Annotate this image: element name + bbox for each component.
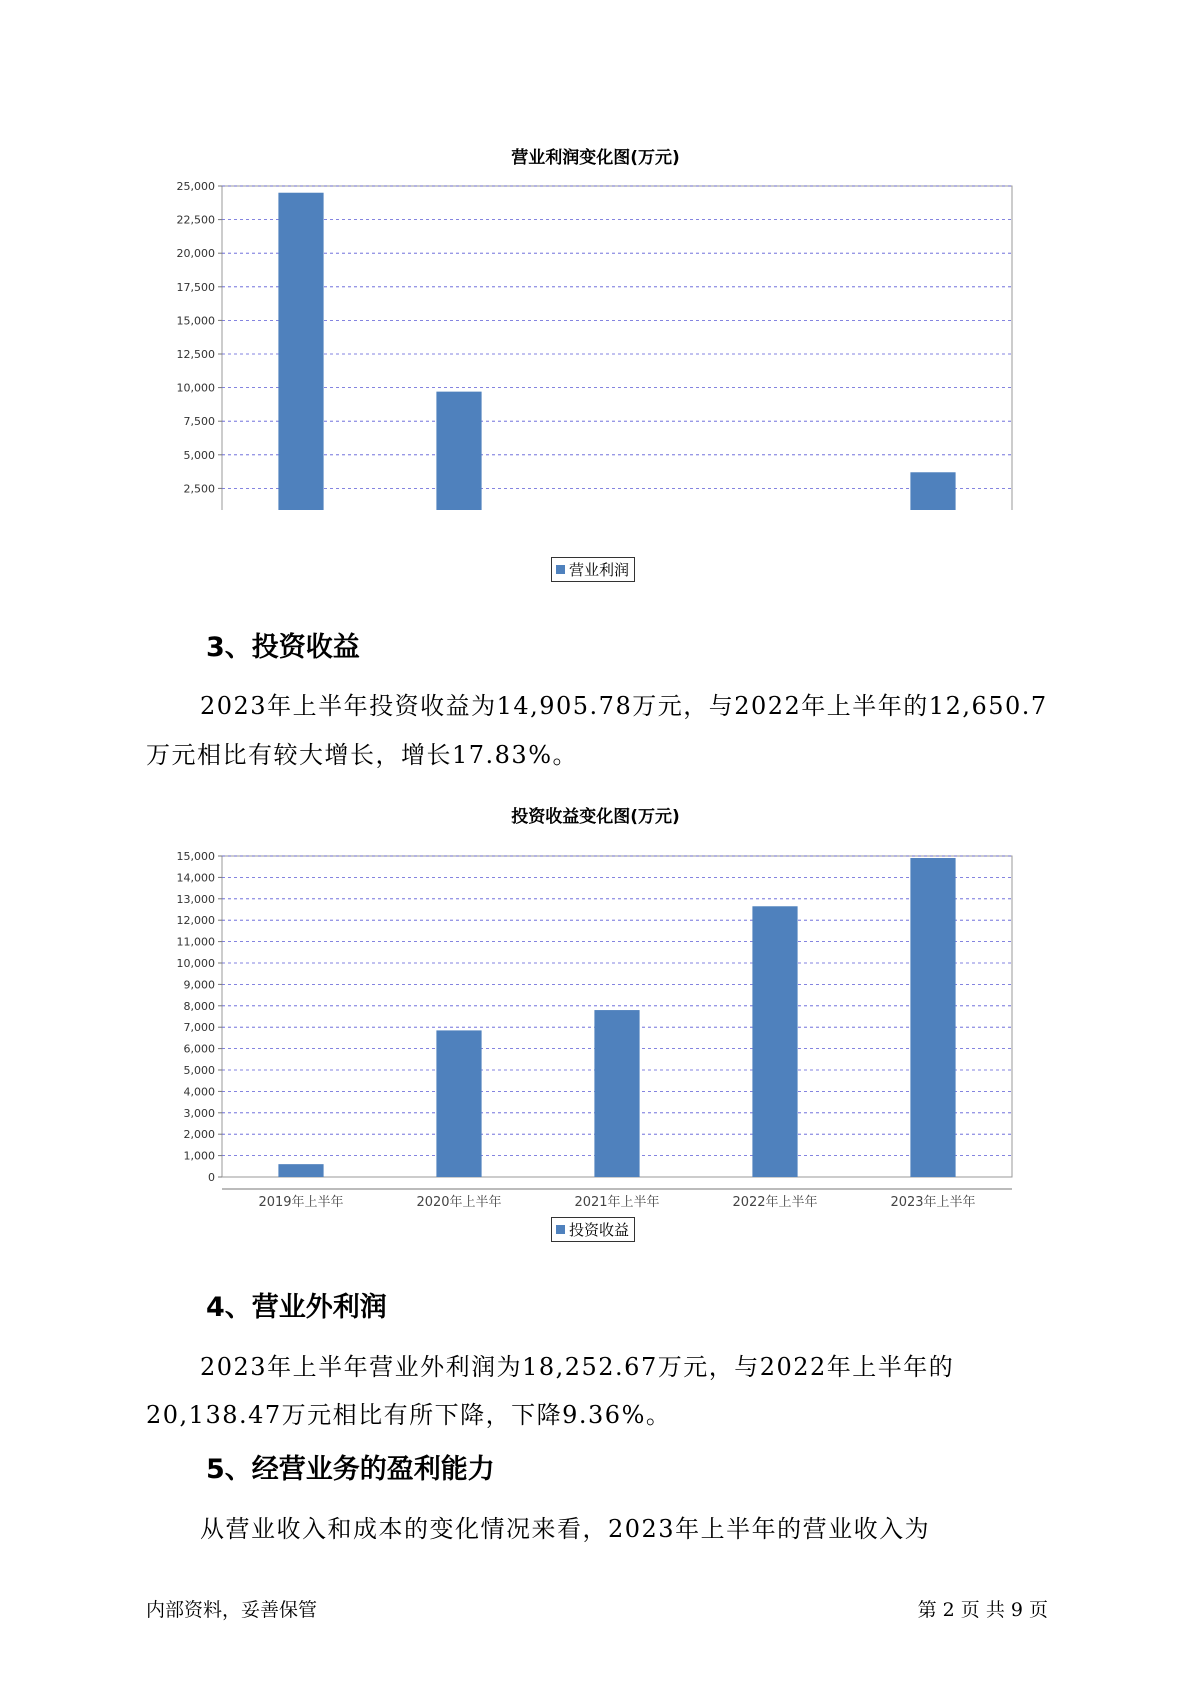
chart2-y-tick-label: 5,000: [183, 1064, 215, 1077]
chart2-legend: [551, 1217, 635, 1242]
chart2-x-tick-label: 2020年上半年: [416, 1195, 502, 1210]
chart1-y-tick-label: 12,500: [176, 348, 215, 361]
section4-line2: 20,138.47万元相比有所下降，下降9.36%。: [146, 1401, 672, 1429]
chart2-legend-label: 投资收益: [569, 1221, 630, 1239]
section3-line2: 万元相比有较大增长，增长17.83%。: [146, 741, 579, 769]
chart2-y-tick-label: 14,000: [176, 871, 215, 885]
chart2-bar: [910, 858, 955, 1177]
chart1-plot-area: [222, 186, 1012, 510]
chart1-y-tick-label: 10,000: [176, 381, 215, 395]
chart1-bar: [910, 472, 955, 510]
chart1-y-tick-label: 5,000: [183, 448, 215, 462]
chart2-y-tick-label: 1,000: [183, 1149, 215, 1163]
chart2-legend-swatch: [556, 1225, 565, 1234]
chart2-y-tick-label: 2,000: [183, 1128, 215, 1142]
chart2-bar: [436, 1030, 481, 1177]
chart2-x-tick-label: 2022年上半年: [732, 1195, 818, 1210]
chart2-x-tick-label: 2021年上半年: [574, 1195, 660, 1210]
footer-page-number: 第 2 页 共 9 页: [917, 1599, 1048, 1621]
chart2-y-tick-label: 12,000: [176, 914, 215, 928]
chart1-y-tick-label: 7,500: [183, 415, 215, 429]
chart2-y-tick-label: 8,000: [183, 999, 215, 1013]
chart2-y-tick-label: 3,000: [183, 1106, 215, 1120]
chart1-legend: [551, 557, 635, 582]
chart2-y-tick-label: 11,000: [176, 935, 215, 949]
chart2-y-tick-label: 10,000: [176, 957, 215, 970]
chart1-bar: [278, 193, 323, 510]
chart2-y-tick-label: 9,000: [183, 978, 215, 992]
chart1-y-tick-label: 20,000: [176, 247, 215, 261]
chart1-y-tick-label: 15,000: [176, 314, 215, 328]
chart2-x-tick-label: 2019年上半年: [258, 1195, 344, 1210]
chart2-y-tick-label: 13,000: [176, 892, 215, 906]
chart2-y-tick-label: 4,000: [183, 1085, 215, 1099]
chart1-title: 营业利润变化图(万元): [511, 148, 680, 168]
chart1-y-tick-label: 25,000: [176, 180, 215, 193]
section5-line1: 从营业收入和成本的变化情况来看，2023年上半年的营业收入为: [200, 1515, 931, 1543]
footer-confidential: 内部资料，妥善保管: [146, 1599, 318, 1621]
chart2-y-tick-label: 0: [208, 1171, 215, 1184]
chart2-bar: [752, 906, 797, 1177]
chart2-y-tick-label: 15,000: [176, 850, 215, 863]
section3-heading: 3、投资收益: [206, 632, 360, 663]
operating-profit-chart: [0, 170, 1191, 510]
chart1-bar: [436, 392, 481, 510]
chart2-bar: [278, 1164, 323, 1177]
chart2-y-tick-label: 6,000: [183, 1042, 215, 1056]
chart2-x-tick-label: 2023年上半年: [890, 1195, 976, 1210]
chart2-bar: [594, 1010, 639, 1177]
investment-income-chart: [0, 840, 1191, 1215]
section4-line1: 2023年上半年营业外利润为18,252.67万元，与2022年上半年的: [200, 1353, 955, 1381]
chart1-y-tick-label: 22,500: [176, 213, 215, 227]
chart1-legend-label: 营业利润: [569, 561, 630, 579]
chart1-legend-swatch: [556, 565, 565, 574]
chart2-y-tick-label: 7,000: [183, 1021, 215, 1035]
chart1-y-tick-label: 2,500: [183, 482, 215, 496]
chart2-title: 投资收益变化图(万元): [511, 807, 680, 827]
section3-line1: 2023年上半年投资收益为14,905.78万元，与2022年上半年的12,650.7: [200, 692, 1048, 720]
section5-heading: 5、经营业务的盈利能力: [206, 1454, 495, 1485]
chart1-y-tick-label: 17,500: [176, 280, 215, 294]
section4-heading: 4、营业外利润: [206, 1292, 387, 1323]
